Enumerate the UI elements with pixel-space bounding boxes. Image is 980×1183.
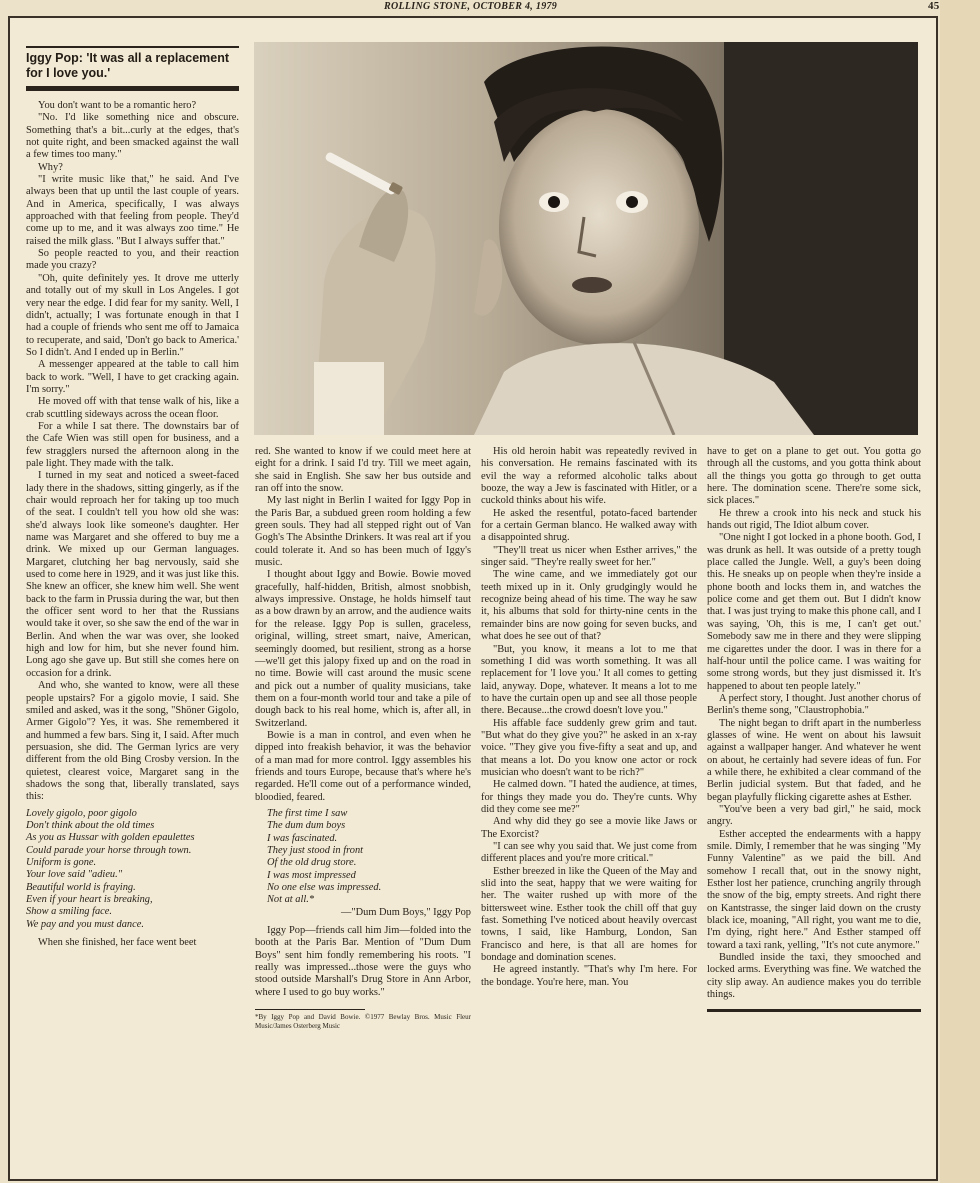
paragraph: Bundled inside the taxi, they smooched and locked arms. Everything was fine. We watched the city slip away. An audience makes you do terrible things. <box>707 952 921 1001</box>
lyric-line: The first time I saw <box>267 807 348 819</box>
paragraph: "No. I'd like something nice and obscure. Something that's a bit...curly at the edges, that's not quite right, and been smacked against the wall a few times too many." <box>26 112 239 161</box>
lyric-line: Could parade your horse through town. <box>26 844 192 856</box>
lyric-line: Not at all.* <box>267 894 315 906</box>
lyric-line: Beautiful world is fraying. <box>26 881 136 893</box>
column-1 <box>26 100 239 949</box>
headline: Iggy Pop: 'It was all a replacement for I love you.' <box>26 51 230 80</box>
photo-illustration <box>254 42 918 435</box>
paragraph: A perfect story, I thought. Just another chorus of Berlin's theme song, "Claustrophobia." <box>707 692 921 717</box>
running-header <box>0 0 980 14</box>
lyric-line: Uniform is gone. <box>26 856 97 868</box>
lyric-credit: —"Dum Dum Boys," Iggy Pop <box>340 906 471 918</box>
paragraph: A messenger appeared at the table to call him back to work. "Well, I have to get cracking again. I'm sorry." <box>26 359 239 395</box>
iggy-pop-photo <box>254 42 918 435</box>
lyric-line: The dum dum boys <box>267 820 346 832</box>
paragraph: "You've been a very bad girl," he said, mock angry. <box>707 803 921 828</box>
paragraph: "I can see why you said that. We just come from different places and you're more critical." <box>481 841 697 865</box>
paragraph: He asked the resentful, potato-faced bartender for a certain German blanco. He walked away with a disappointed shrug. <box>481 507 697 544</box>
page-edge <box>940 0 980 1183</box>
lyric-line: We pay and you must dance. <box>26 918 144 930</box>
lyric-line: Don't think about the old times <box>26 819 155 831</box>
paragraph: And who, she wanted to know, were all these people upstairs? For a gigolo movie, I said. She smiled and asked, was it the song, "Shöner Gigolo, Armer Gigolo"? Yes, it was. She remembered it and hummed a few bars. Sing it, I said. After much persuasion, she did. The German lyrics are very different from the old Bing Crosby version. In the quietest, clearest voice, Margaret sang in the shadows the song that, liberally translated, says this: <box>26 680 239 803</box>
lyric-line: Of the old drug store. <box>267 857 357 869</box>
paragraph: When she finished, her face went beet <box>38 937 197 949</box>
paragraph: For a while I sat there. The downstairs bar of the Cafe Wien was still open for business, and a few stragglers nursed the afternoon along in the pale light. They made with the talk. <box>26 420 239 469</box>
article-end-rule <box>707 1009 921 1012</box>
paragraph: Why? <box>38 161 63 173</box>
paragraph: "One night I got locked in a phone booth. God, I was drunk as hell. It was outside of a pretty tough place called the Jungle. Well, a guy's been doing this. He sneaks up on people when they're inside a phone booth and locks them in, and watches the police come and get them out. But I didn't know that. I was just trying to make this phone call, and I was saying, 'Oh, this is me, I can't get out.' Somebody saw me in there and they were slipping me cigarettes under the door. I was in there for a half-hour until the police came. I was waiting for some strong words, but they just dismissed it. It's happened to about ten people lately." <box>707 532 921 692</box>
column-4 <box>707 446 921 1001</box>
paragraph: You don't want to be a romantic hero? <box>38 100 197 111</box>
paragraph: The wine came, and we immediately got our teeth mixed up in it. Only grudgingly would he recognize being ahead of his time. The way he saw it, his albums that sold for thirty-nine cents in the remainder bins are now going for seven bucks, and what does he see out of that? <box>481 569 697 643</box>
paragraph: "I write music like that," he said. And I've always been that up until the last couple of years. And in America, specifically, I was always approached with that feeling from people. They'd come up to me, and it was always zoo time." He raised the milk glass. "But I always suffer that." <box>26 174 239 247</box>
headline-box <box>26 46 239 81</box>
paragraph: Iggy Pop—friends call him Jim—folded into the booth at the Paris Bar. Mention of "Dum Dum Boys" sent him fondly remembering his roots. "I really was impressed...those were the guys who stood outside Marshall's Drug Store in Ann Arbor, where I used to go buy works." <box>255 925 471 998</box>
paragraph: Esther breezed in like the Queen of the May and slid into the seat, happy that we were waiting for her. The waiter rushed up with more of the bittersweet wine. Esther took the chill off that guy fast. Something I've noticed about heavily overcast towns, I said, like Hamburg, London, San Francisco and here, is that all are homes for bondage and domination scenes. <box>481 865 697 964</box>
footnote-rule <box>255 1009 365 1010</box>
copyright-footnote: *By Iggy Pop and David Bowie. ©1977 Bewlay Bros. Music Fleur Music/James Osterberg Music <box>255 1013 471 1030</box>
paragraph: "But, you know, it means a lot to me that something I did was worth something. It was all replacement for 'I love you.' It all comes to getting laid, anyway. Dope, whatever. It means a lot to me to have the curtain open up and see all those people there. Because...the crowd doesn't love you." <box>481 643 697 717</box>
lyric-line: They just stood in front <box>267 845 364 856</box>
paragraph: And why did they go see a movie like Jaws or The Exorcist? <box>481 816 697 840</box>
lyric-line: As you as Hussar with golden epaulettes <box>26 832 195 844</box>
paragraph: He calmed down. "I hated the audience, at times, for things they made you do. They're cunts. Why did they come see me?" <box>481 779 697 815</box>
paragraph: He moved off with that tense walk of his, like a crab scuttling sideways across the ocean floor. <box>26 396 239 420</box>
column-2 <box>255 446 471 1030</box>
paragraph: "Oh, quite definitely yes. It drove me utterly and totally out of my skull in Los Angeles. I got very near the edge. I did fear for my sanity. Well, I didn't, actually; I was fortunate enough in that I had a couple of friends who sent me off to Jamaica to recuperate, and said, 'Don't go back to America.' So I didn't. And I ended up in Berlin." <box>26 272 239 358</box>
paragraph: "They'll treat us nicer when Esther arrives," the singer said. "They're really sweet for her." <box>481 544 697 569</box>
paragraph: Bowie is a man in control, and even when he dipped into freakish behavior, it was the behavior of a man mad for more control. Iggy assembles his friends and tours Europe, because that's where he's regarded. He'll come out of a performance winded, bloodied, feared. <box>255 729 471 803</box>
lyric-line: Lovely gigolo, poor gigolo <box>26 807 137 819</box>
paragraph: red. She wanted to know if we could meet here at eight for a drink. I said I'd try. Till we meet again, she said in English. She saw her bus outside and ran off into the snow. <box>255 446 471 495</box>
paragraph: The night began to drift apart in the numberless glasses of wine. He went on about his lawsuit against a wallpaper hanger. And whatever he went on about, he certainly had severe ideas of fun. For a while there, he exhibited a clear command of the Berlin judicial system. But that faded, and he began playfully flicking cigarette ashes at Esther. <box>707 717 921 803</box>
paragraph: He threw a crook into his neck and stuck his hands out rigid, The Idiot album cover. <box>707 507 921 532</box>
lyric-line: I was most impressed <box>267 869 356 881</box>
column-3 <box>481 446 697 989</box>
paragraph: His affable face suddenly grew grim and taut. "But what do they give you?" he asked in an x-ray voice. "They give you five-fifty a seat and up, and that means a lot. Do you know one actor or rock musician who doesn't want to be rich?" <box>481 717 697 778</box>
page-number: 45 <box>928 0 940 12</box>
paragraph: He agreed instantly. "That's why I'm here. For the bondage. You're here, man. You <box>481 964 697 988</box>
paragraph: My last night in Berlin I waited for Iggy Pop in the Paris Bar, a subdued green room holding a few green souls. They had all stepped right out of Van Gogh's The Absinthe Drinkers. It was real art if you could tolerate it. And so has been much of Iggy's music. <box>255 495 471 569</box>
dum-dum-lyrics <box>255 808 471 919</box>
publication-line: ROLLING STONE, OCTOBER 4, 1979 <box>384 1 558 12</box>
paragraph: Esther accepted the endearments with a happy smile. Dimly, I remember that he was singing "My Funny Valentine" as we paid the bill. And somehow I recall that, out in the snowy night, Esther lost her patience, crunching angrily through the snow of the big, empty streets. And right there on Kantstrasse, the singer laid down on the crusty black ice, moaning, "All right, you want me to die, I'm dying, right here." And Esther stamped off toward a taxi rank, yelling, "It's not cute anymore." <box>707 828 921 951</box>
paragraph: have to get on a plane to get out. You gotta go through all the customs, and you gotta think about all the things you gotta go through to get outta here. The domination scene. There're some sick, sick places." <box>707 446 921 507</box>
headline-rule <box>26 86 239 91</box>
paragraph: I thought about Iggy and Bowie. Bowie moved gracefully, half-hidden, British, almost snobbish, always impressive. Onstage, he holds himself taut as a bow drawn by an arrow, and the audience waits for the release. Iggy Pop is sullen, graceless, original, willing, street smart, naive, American, seemingly doomed, but resilient, strong as a horse —we'll get this jalopy fixed up and on the road in no time. Bowie will cast around the music scene and pick out a number of quality musicians, take them on a four-month world tour and take a pile of dough back to his real home, which is, after all, in Switzerland. <box>255 569 472 729</box>
paragraph: I turned in my seat and noticed a sweet-faced lady there in the shadows, sitting gingerly, as if the chair would reproach her for taking up too much of the seat. I couldn't tell you how old she was: she'd always look like someone's daughter. Her name was Margaret and she offered to buy me a drink. We mixed up our German languages. Margaret, clutching her bag nervously, said she used to come here in 1929, and it was just like this. She knew an officer, she knew him well. She went back to the farm in Prussia during the war, but then the officer sent word to her that the Russians would take it over, so she saw the end of the war in Berlin. And when the war was over, she looked high and low for him, but she never found him. Long ago she gave up. But still she comes here on occasion for a drink. <box>26 470 239 679</box>
gigolo-lyrics <box>26 808 239 931</box>
paragraph: His old heroin habit was repeatedly revived in his conversation. He remains fascinated with its evil the way a reformed alcoholic talks about booze, the way a Jew is fascinated with Hitler, or a cuckold thinks about his wife. <box>481 446 697 507</box>
lyric-line: Show a smiling face. <box>26 906 113 918</box>
lyric-line: I was fascinated. <box>267 832 338 844</box>
lyric-line: No one else was impressed. <box>267 882 382 894</box>
lyric-line: Your love said "adieu." <box>26 869 123 881</box>
lyric-line: Even if your heart is breaking, <box>26 894 153 905</box>
paragraph: So people reacted to you, and their reaction made you crazy? <box>26 248 239 272</box>
